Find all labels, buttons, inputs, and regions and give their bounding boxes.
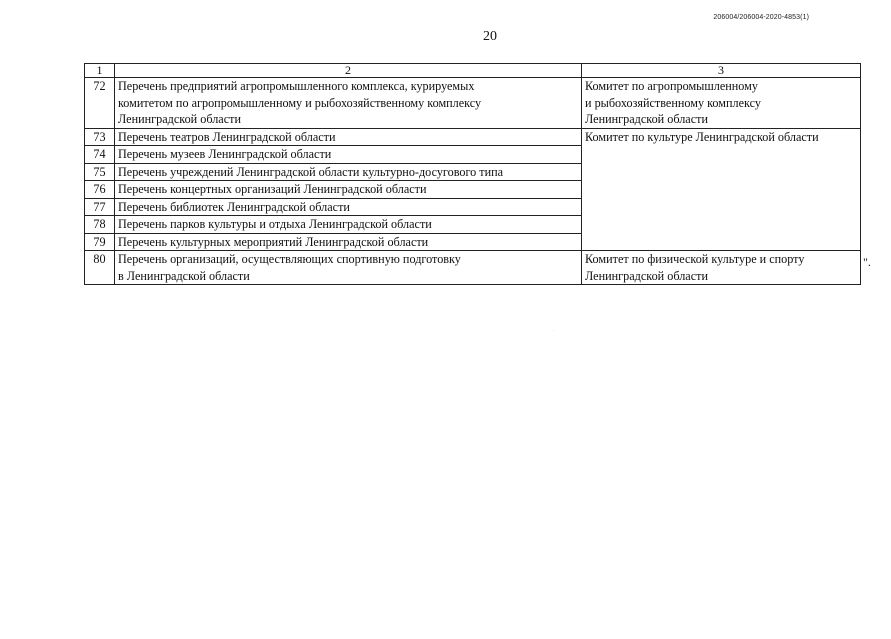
responsible-agency: Комитет по культуре Ленинградской области [582, 128, 861, 251]
list-name: Перечень театров Ленинградской области [115, 128, 582, 146]
scan-speck: · [553, 329, 555, 334]
list-name: Перечень библиотек Ленинградской области [115, 198, 582, 216]
column-header-1: 1 [85, 64, 115, 78]
row-number: 74 [85, 146, 115, 164]
registry-table [84, 63, 861, 285]
table-row [85, 251, 861, 285]
row-number: 76 [85, 181, 115, 199]
list-name: Перечень организаций, осуществляющих спортивную подготовку в Ленинградской области [115, 251, 582, 285]
list-name: Перечень предприятий агропромышленного комплекса, курируемых комитетом по агропромышленному и рыбохозяйственному комплексу Ленинградской области [115, 78, 582, 129]
row-number: 78 [85, 216, 115, 234]
table-row [85, 128, 861, 146]
responsible-agency: Комитет по агропромышленному и рыбохозяйственному комплексу Ленинградской области [582, 78, 861, 129]
row-number: 72 [85, 78, 115, 129]
document-id: 206004/206004-2020-4853(1) [713, 14, 809, 21]
table-header-row [85, 64, 861, 78]
column-header-3: 3 [582, 64, 861, 78]
list-name: Перечень парков культуры и отдыха Ленинградской области [115, 216, 582, 234]
closing-quote: ". [863, 255, 871, 269]
row-number: 73 [85, 128, 115, 146]
list-name: Перечень учреждений Ленинградской области культурно-досугового типа [115, 163, 582, 181]
list-name: Перечень концертных организаций Ленинградской области [115, 181, 582, 199]
table-row [85, 78, 861, 129]
column-header-2: 2 [115, 64, 582, 78]
row-number: 80 [85, 251, 115, 285]
row-number: 75 [85, 163, 115, 181]
responsible-agency: Комитет по физической культуре и спорту Ленинградской области [582, 251, 861, 285]
row-number: 77 [85, 198, 115, 216]
list-name: Перечень культурных мероприятий Ленинградской области [115, 233, 582, 251]
row-number: 79 [85, 233, 115, 251]
list-name: Перечень музеев Ленинградской области [115, 146, 582, 164]
page-number: 20 [483, 29, 497, 44]
